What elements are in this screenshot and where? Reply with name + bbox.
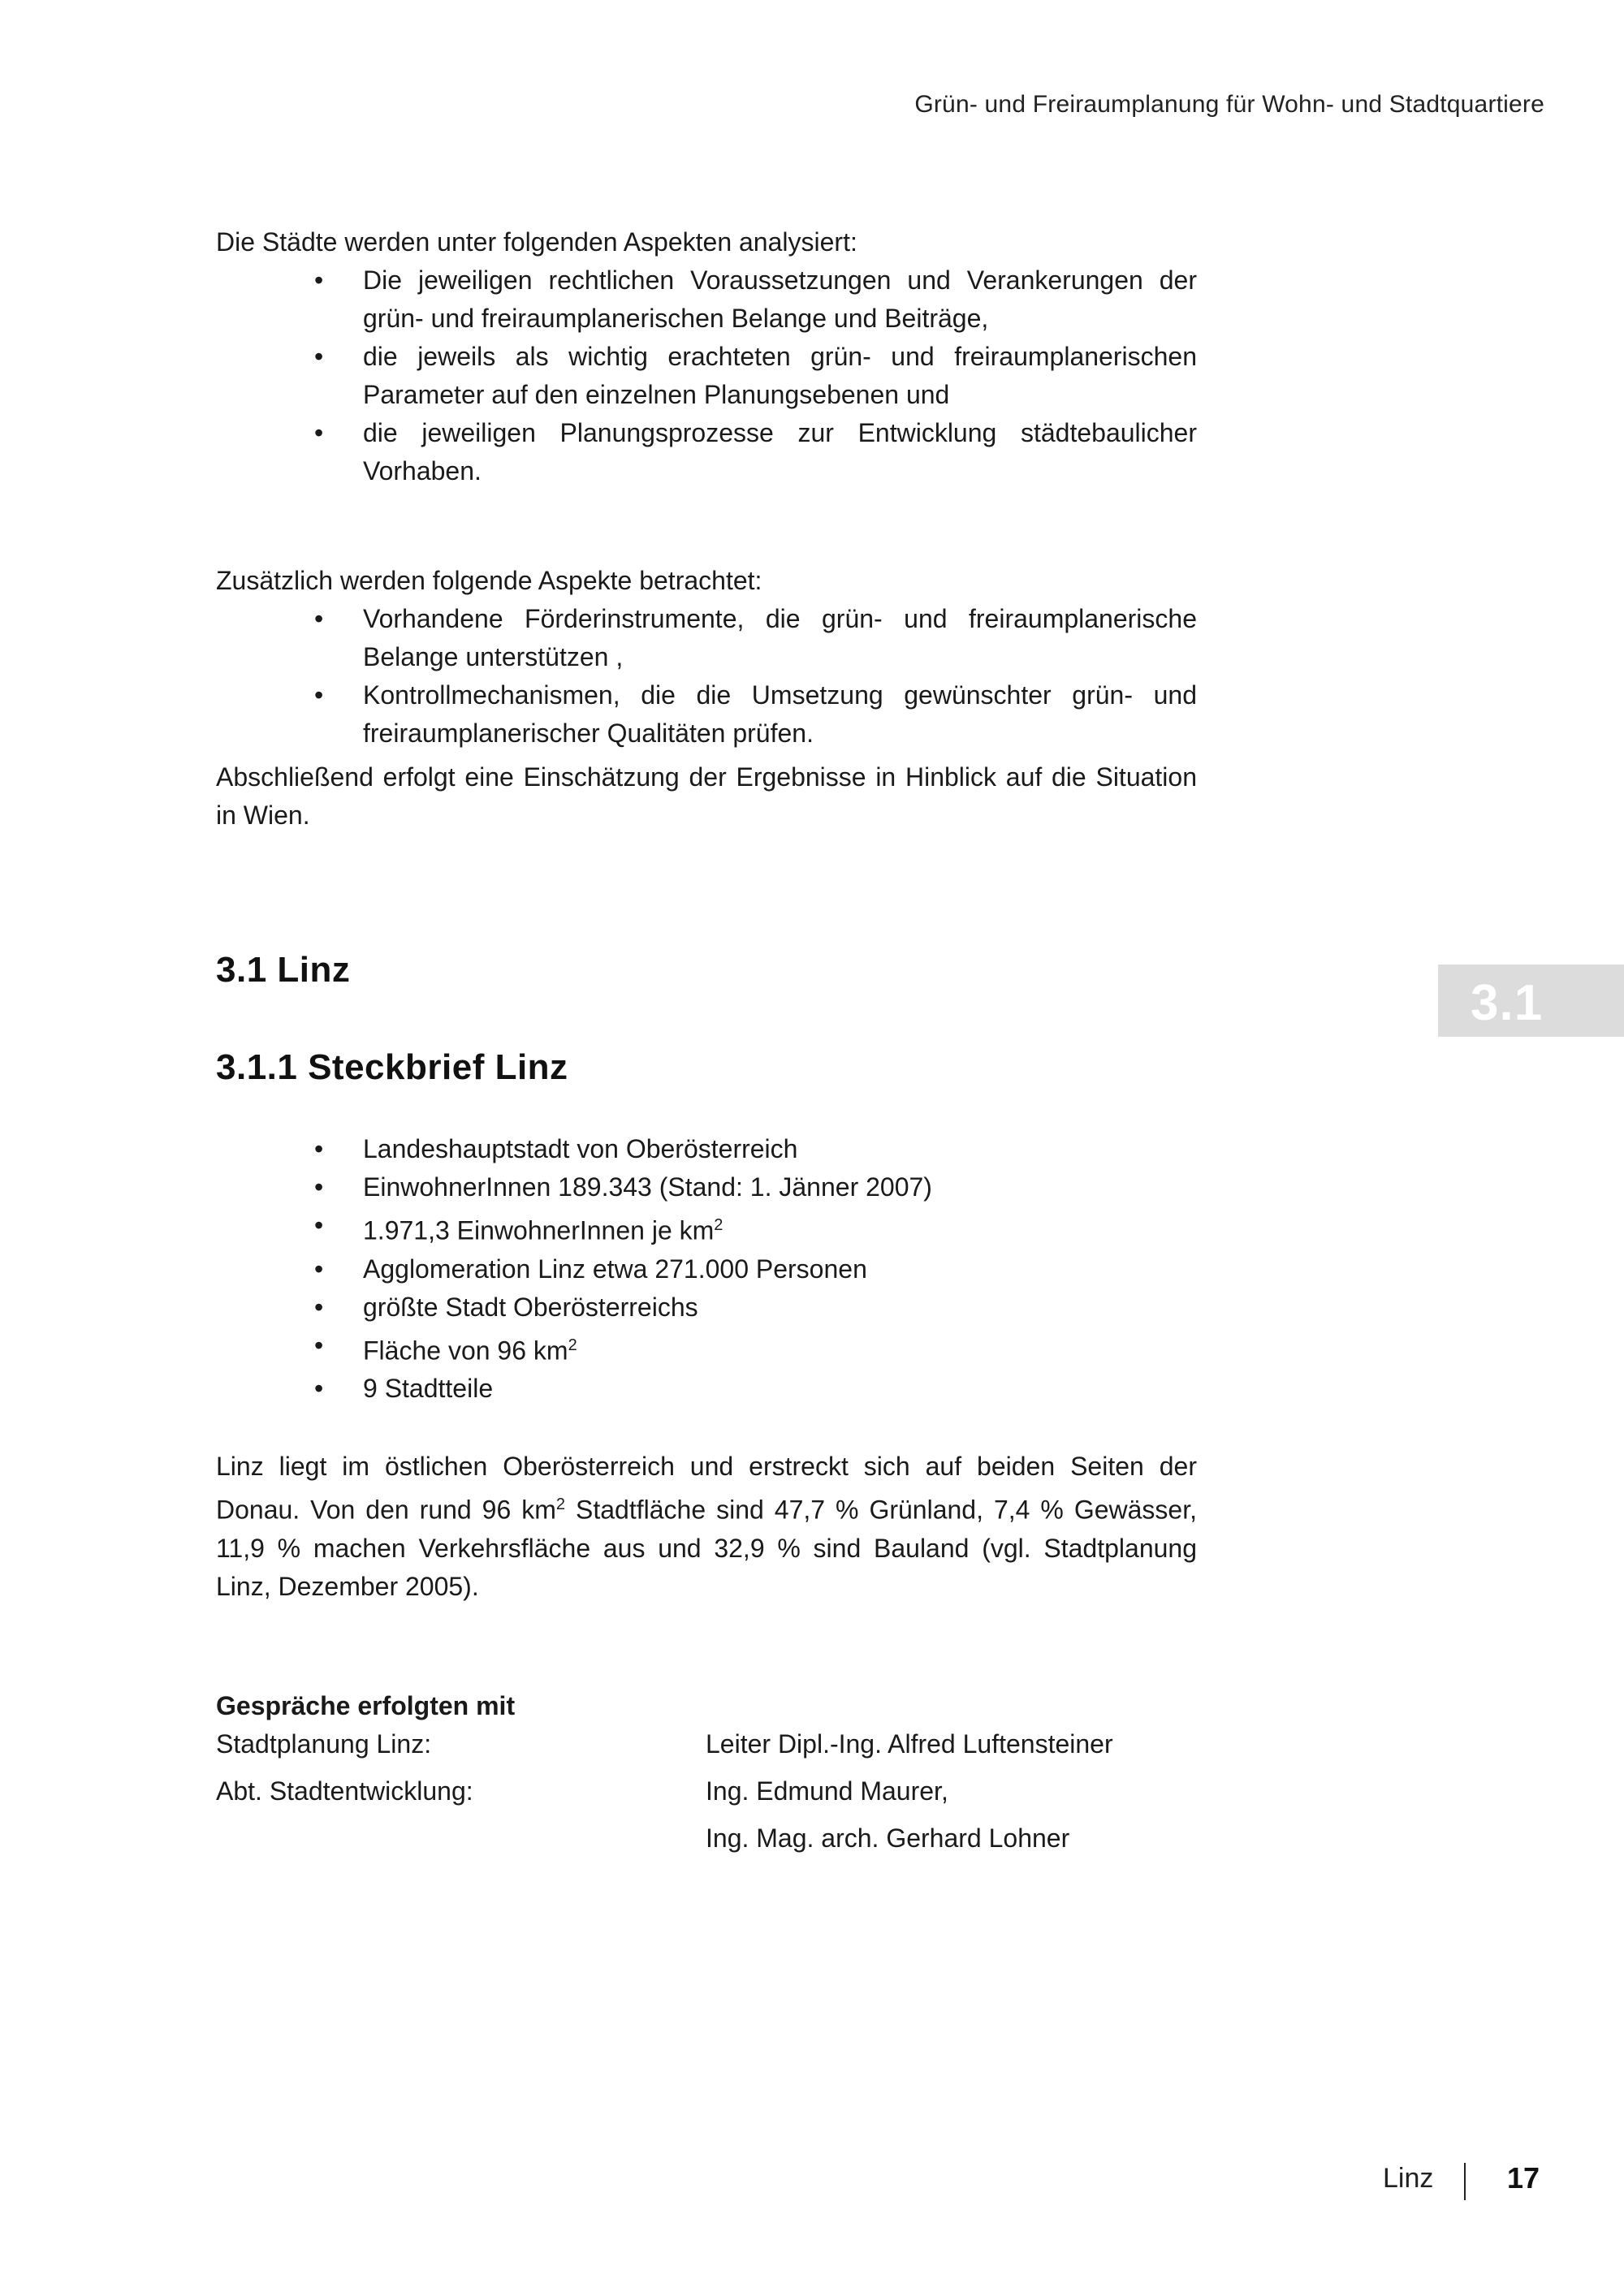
list-item-text: 9 Stadtteile (363, 1374, 494, 1404)
list-item (216, 1206, 1197, 1250)
additional-block (216, 562, 1197, 753)
list-item (216, 1288, 1197, 1327)
superscript: 2 (714, 1216, 723, 1234)
list-item: • die jeweils als wichtig erachteten grün- und freiraumplanerischen Parameter auf den einzelnen Planungsebenen und (216, 338, 1197, 414)
interviews-block (216, 1687, 1197, 1858)
profile-list (216, 1130, 1197, 1408)
chapter-tab (1438, 965, 1624, 1037)
list-item-text: größte Stadt Oberösterreichs (363, 1292, 698, 1322)
description-paragraph (216, 1448, 1197, 1606)
subsection-heading: 3.1.1 Steckbrief Linz (216, 1047, 568, 1087)
list-item (216, 1370, 1197, 1408)
list-item-text: 1.971,3 EinwohnerInnen je km (363, 1215, 715, 1245)
interview-org: Stadtplanung Linz: (216, 1729, 432, 1759)
running-header: Grün- und Freiraumplanung für Wohn- und Stadtquartiere (914, 91, 1544, 118)
list-item (216, 1130, 1197, 1168)
conclusion-block (216, 758, 1197, 835)
additional-list (216, 600, 1197, 753)
footer-section-label: Linz (1383, 2163, 1434, 2194)
additional-lead: Zusätzlich werden folgende Aspekte betrachtet: (216, 566, 762, 595)
superscript: 2 (555, 1495, 566, 1513)
interview-person: Leiter Dipl.-Ing. Alfred Luftensteiner (706, 1729, 1113, 1759)
interview-row (216, 1772, 1197, 1819)
chapter-tab-label: 3.1 (1471, 975, 1544, 1031)
page-number: 17 (1507, 2161, 1540, 2195)
intro-list (216, 261, 1197, 490)
profile-block (216, 1130, 1197, 1408)
superscript: 2 (568, 1336, 577, 1354)
description-block (216, 1448, 1197, 1606)
conclusion-paragraph: Abschließend erfolgt eine Einschätzung der Ergebnisse in Hinblick auf die Situation in Wien. (216, 762, 1197, 830)
list-item-text: Agglomeration Linz etwa 271.000 Personen (363, 1254, 867, 1284)
interview-org: Abt. Stadtentwicklung: (216, 1776, 473, 1806)
interview-row (216, 1725, 1197, 1772)
list-item-text: Fläche von 96 km (363, 1336, 568, 1366)
intro-block (216, 223, 1197, 490)
description-text-1: Linz liegt im östlichen Oberösterreich und erstreckt sich auf beiden Seiten der Donau. Von den rund 96 km (216, 1452, 1197, 1525)
interview-row (216, 1819, 1197, 1858)
list-item (216, 1250, 1197, 1288)
list-item: • Kontrollmechanismen, die die Umsetzung gewünschter grün- und freiraumplanerischer Qualitäten prüfen. (216, 676, 1197, 753)
list-item: • die jeweiligen Planungsprozesse zur Entwicklung städtebaulicher Vorhaben. (216, 414, 1197, 490)
interview-person: Ing. Mag. arch. Gerhard Lohner (706, 1823, 1070, 1853)
list-item (216, 1168, 1197, 1206)
description-text-2: Stadtfläche sind 47,7 % Grünland, 7,4 % Gewässer, 11,9 % machen Verkehrsfläche aus und 32,9 % sind Bauland (vgl. Stadtplanung Linz, Dezember 2005). (216, 1495, 1198, 1601)
list-item: • Die jeweiligen rechtlichen Voraussetzungen und Verankerungen der grün- und freiraumplanerischen Belange und Beiträge, (216, 261, 1197, 338)
section-heading: 3.1 Linz (216, 950, 351, 990)
list-item: • Vorhandene Förderinstrumente, die grün- und freiraumplanerische Belange unterstützen , (216, 600, 1197, 676)
list-item (216, 1327, 1197, 1370)
list-item-text: Landeshauptstadt von Oberösterreich (363, 1134, 798, 1163)
list-item-text: EinwohnerInnen 189.343 (Stand: 1. Jänner 2007) (363, 1172, 932, 1202)
interview-person: Ing. Edmund Maurer, (706, 1776, 948, 1806)
intro-lead: Die Städte werden unter folgenden Aspekten analysiert: (216, 227, 857, 257)
footer-divider (1464, 2163, 1466, 2200)
interviews-title: Gespräche erfolgten mit (216, 1691, 516, 1720)
